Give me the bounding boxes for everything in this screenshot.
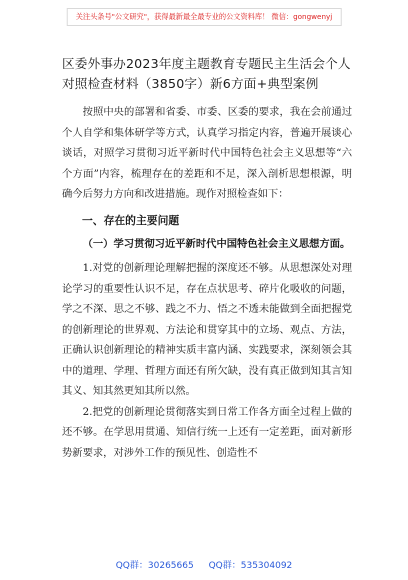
qq-group-2: QQ群：535304092 (208, 561, 293, 571)
point-2-paragraph: 2.把党的创新理论贯彻落实到日常工作各方面全过程上做的还不够。在学思用贯通、知信行统一上还有一定差距，面对新形势新要求，对涉外工作的预见性、创造性不 (62, 405, 352, 459)
document-title: 区委外事办2023年度主题教育专题民主生活会个人对照检查材料（3850字）新6方面+典型案例 (62, 56, 351, 91)
subsection-heading: （一）学习贯彻习近平新时代中国特色社会主义思想方面。 (82, 237, 351, 250)
document-body (62, 54, 352, 463)
promo-banner: 关注头条号"公文研究"，获得最新最全最专业的公文资料库！ 微信：gongwenyj (67, 8, 342, 26)
point-1-paragraph: 1.对党的创新理论理解把握的深度还不够。从思想深处对理论学习的重要性认识不足，存在点状思考、碎片化吸收的问题，学之不深、思之不够、践之不力、悟之不透未能做到全面把握党的创新理论的世界观、方法论和贯穿其中的立场、观点、方法，正确认识创新理论的精神实质丰富内涵、实践要求，深刻领会其中的道理、学理、哲理方面还有所欠缺，没有真正做到知其言知其义、知其然更知其所以然。 (62, 262, 352, 397)
qq-group-1: QQ群：30265665 (115, 561, 194, 571)
footer-qq-groups (0, 558, 408, 571)
section-heading: 一、存在的主要问题 (82, 213, 180, 227)
intro-paragraph: 按照中央的部署和省委、市委、区委的要求，我在会前通过个人自学和集体研学等方式，认真学习指定内容，普遍开展谈心谈话，对照学习贯彻习近平新时代中国特色社会主义思想等“六个方面”内容，梳理存在的差距和不足，深入剖析思想根源，明确今后努力方向和改进措施。现作对照检查如下： (62, 106, 352, 200)
